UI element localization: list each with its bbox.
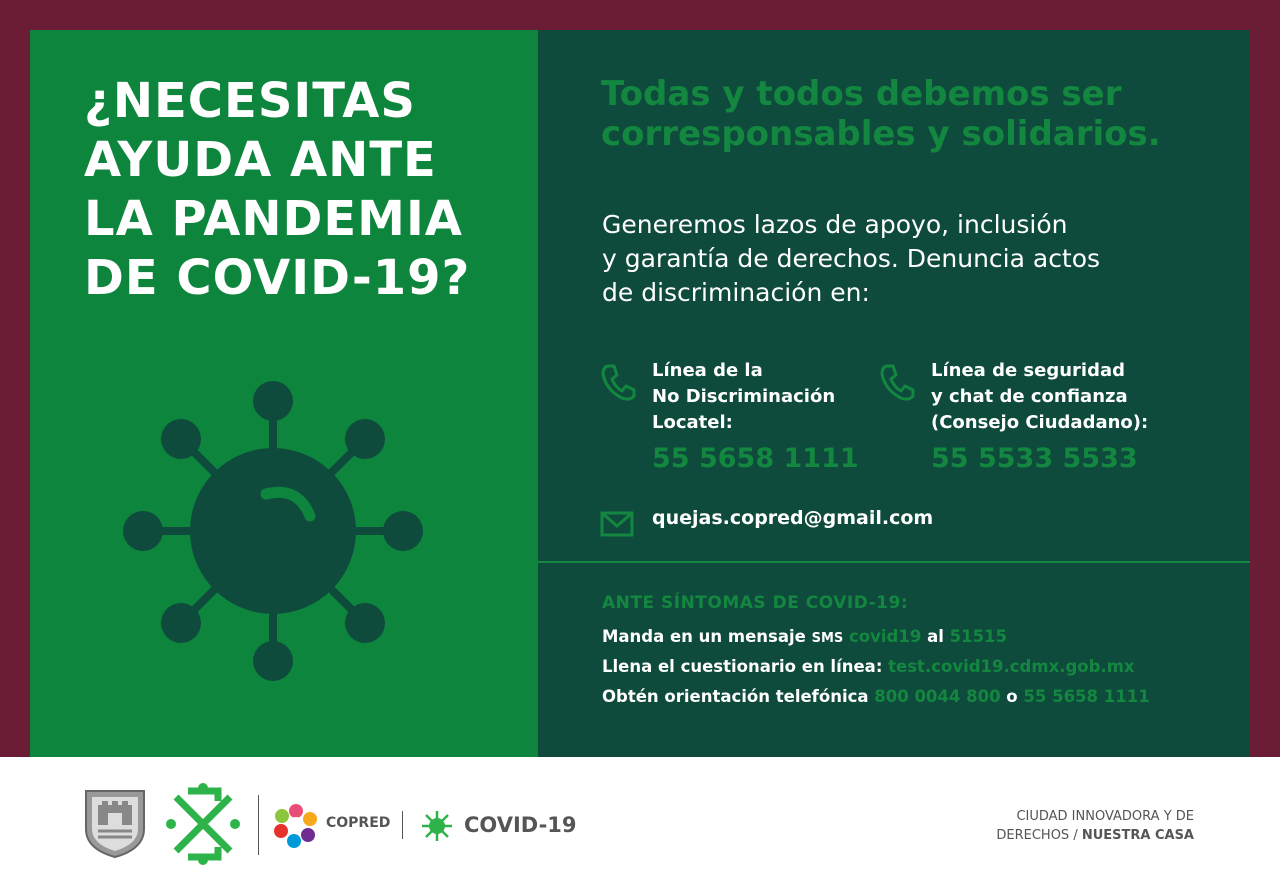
- slogan: [601, 74, 1161, 154]
- divider: [258, 795, 259, 855]
- sms-number[interactable]: 51515: [949, 627, 1008, 646]
- intro-line: de discriminación en:: [602, 278, 870, 307]
- symptom-text: Llena el cuestionario en línea:: [602, 657, 889, 676]
- symptom-text: al: [921, 627, 950, 646]
- contact-label-line: No Discriminación: [652, 386, 836, 407]
- divider: [402, 811, 403, 839]
- slogan-line: Todas y todos debemos ser: [601, 74, 1122, 114]
- contact-label-line: (Consejo Ciudadano):: [931, 412, 1149, 433]
- phone-icon: [879, 362, 915, 402]
- covid-label: COVID-19: [464, 813, 577, 837]
- contact-label-line: Línea de seguridad: [931, 360, 1126, 381]
- intro-line: y garantía de derechos. Denuncia actos: [602, 244, 1101, 273]
- copred-label: COPRED: [326, 815, 391, 831]
- copred-logo: [272, 801, 320, 849]
- symptom-text: Obtén orientación telefónica: [602, 687, 875, 706]
- symptom-line-phone: [602, 687, 1150, 706]
- symptom-line-web: [602, 657, 1135, 676]
- virus-icon: [118, 376, 428, 686]
- sms-code: covid19: [849, 627, 922, 646]
- tagline-line: CIUDAD INNOVADORA Y DE: [1016, 809, 1194, 824]
- slogan-line: corresponsables y solidarios.: [601, 114, 1161, 154]
- contact-label: [931, 358, 1148, 436]
- footer: [0, 757, 1280, 891]
- tagline-line: [996, 826, 1194, 845]
- left-panel: [30, 30, 538, 757]
- headline-line: LA PANDEMIA: [84, 191, 463, 247]
- symptoms-title: ANTE SÍNTOMAS DE COVID-19:: [602, 593, 909, 613]
- headline-line: AYUDA ANTE: [84, 132, 437, 188]
- tagline-part: DERECHOS /: [996, 828, 1082, 843]
- orientation-number[interactable]: 800 0044 800: [874, 687, 1001, 706]
- contact-label-line: Locatel:: [652, 412, 733, 433]
- divider: [538, 561, 1250, 563]
- orientation-number[interactable]: 55 5658 1111: [1023, 687, 1150, 706]
- headline-line: ¿NECESITAS: [84, 73, 416, 129]
- symptom-line-sms: [602, 627, 1007, 646]
- questionnaire-link[interactable]: test.covid19.cdmx.gob.mx: [888, 657, 1135, 676]
- cdmx-logo: [166, 783, 240, 865]
- contact-number[interactable]: 55 5533 5533: [931, 443, 1138, 474]
- tagline: [996, 807, 1194, 845]
- headline-line: DE COVID-19?: [84, 250, 471, 306]
- headline: [84, 72, 524, 308]
- contact-label-line: y chat de confianza: [931, 386, 1128, 407]
- phone-icon: [600, 362, 636, 402]
- email-link[interactable]: quejas.copred@gmail.com: [652, 507, 934, 529]
- intro-text: [602, 208, 1100, 310]
- mail-icon: [600, 511, 634, 537]
- virus-icon: [420, 809, 454, 843]
- intro-line: Generemos lazos de apoyo, inclusión: [602, 210, 1068, 239]
- contact-number[interactable]: 55 5658 1111: [652, 443, 859, 474]
- cdmx-shield-logo: [84, 789, 146, 859]
- symptom-text: Manda en un mensaje: [602, 627, 812, 646]
- symptom-text: o: [1000, 687, 1024, 706]
- contact-label-line: Línea de la: [652, 360, 763, 381]
- sms-label: SMS: [811, 631, 844, 646]
- contact-label: [652, 358, 835, 436]
- tagline-part: NUESTRA CASA: [1081, 828, 1194, 843]
- right-panel: [538, 30, 1250, 757]
